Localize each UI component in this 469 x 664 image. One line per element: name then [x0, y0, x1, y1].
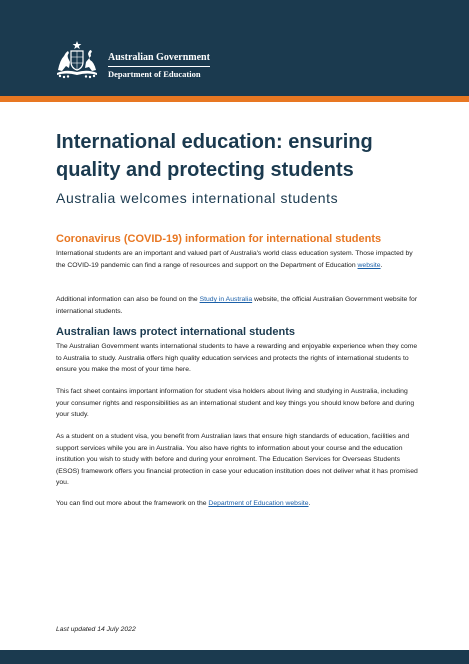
covid-p1-end: . — [380, 261, 383, 269]
page-subtitle: Australia welcomes international students — [56, 190, 339, 206]
covid-p2-text: Additional information can also be found on the — [56, 296, 200, 303]
laws-paragraph-4 — [56, 498, 418, 510]
covid-paragraph-1 — [56, 248, 418, 271]
department-website-link[interactable]: website — [357, 261, 381, 269]
government-wordmark — [108, 52, 210, 80]
laws-p4-end: . — [308, 500, 311, 507]
department-name: Department of Education — [108, 69, 201, 79]
study-in-australia-link[interactable]: Study in Australia — [199, 296, 253, 303]
laws-paragraph-1: The Australian Government wants international students to have a rewarding and enjoyable experience when they come to Australia to study. Australia offers high quality education services and protects the rights of international students to ensure you make the most of your time here. — [56, 343, 418, 373]
covid-p1-text: International students are an important and valued part of Australia's world class education system. Those impacted by the COVID-19 pandemic can find a range of resources and support on the Department of Education — [56, 250, 413, 269]
laws-section-heading: Australian laws protect international students — [56, 326, 295, 338]
laws-p4-text: You can find out more about the framework on the — [56, 500, 209, 507]
covid-paragraph-2 — [56, 294, 418, 317]
department-framework-link[interactable]: Department of Education website — [208, 500, 309, 507]
gov-name: Australian Government — [108, 52, 210, 67]
covid-p2-end: website, the official Australian Government website for international students. — [56, 296, 418, 315]
last-updated-date: Last updated 14 July 2022 — [56, 626, 136, 633]
laws-paragraph-3: As a student on a student visa, you benefit from Australian laws that ensure high standards of education, facilities and support services while you are in Australia. You also have rights to information about your course and the education institution you wish to study with before and during your enrolment. The Education Services for Overseas Students (ESOS) framework offers you financial protection in case your education institution does not deliver what it has promised you. — [56, 433, 418, 486]
covid-section-heading: Coronavirus (COVID-19) information for international students — [56, 233, 382, 245]
page-header — [0, 0, 469, 96]
page-footer — [0, 650, 469, 664]
laws-paragraph-2: This fact sheet contains important information for student visa holders about living and studying in Australia, including your consumer rights and responsibilities as an international student and key things you should know before and during your study. — [56, 388, 415, 418]
header-accent-rule — [0, 96, 469, 102]
page-title: International education: ensuring quality and protecting students — [56, 131, 373, 181]
coat-of-arms-icon — [54, 40, 100, 80]
